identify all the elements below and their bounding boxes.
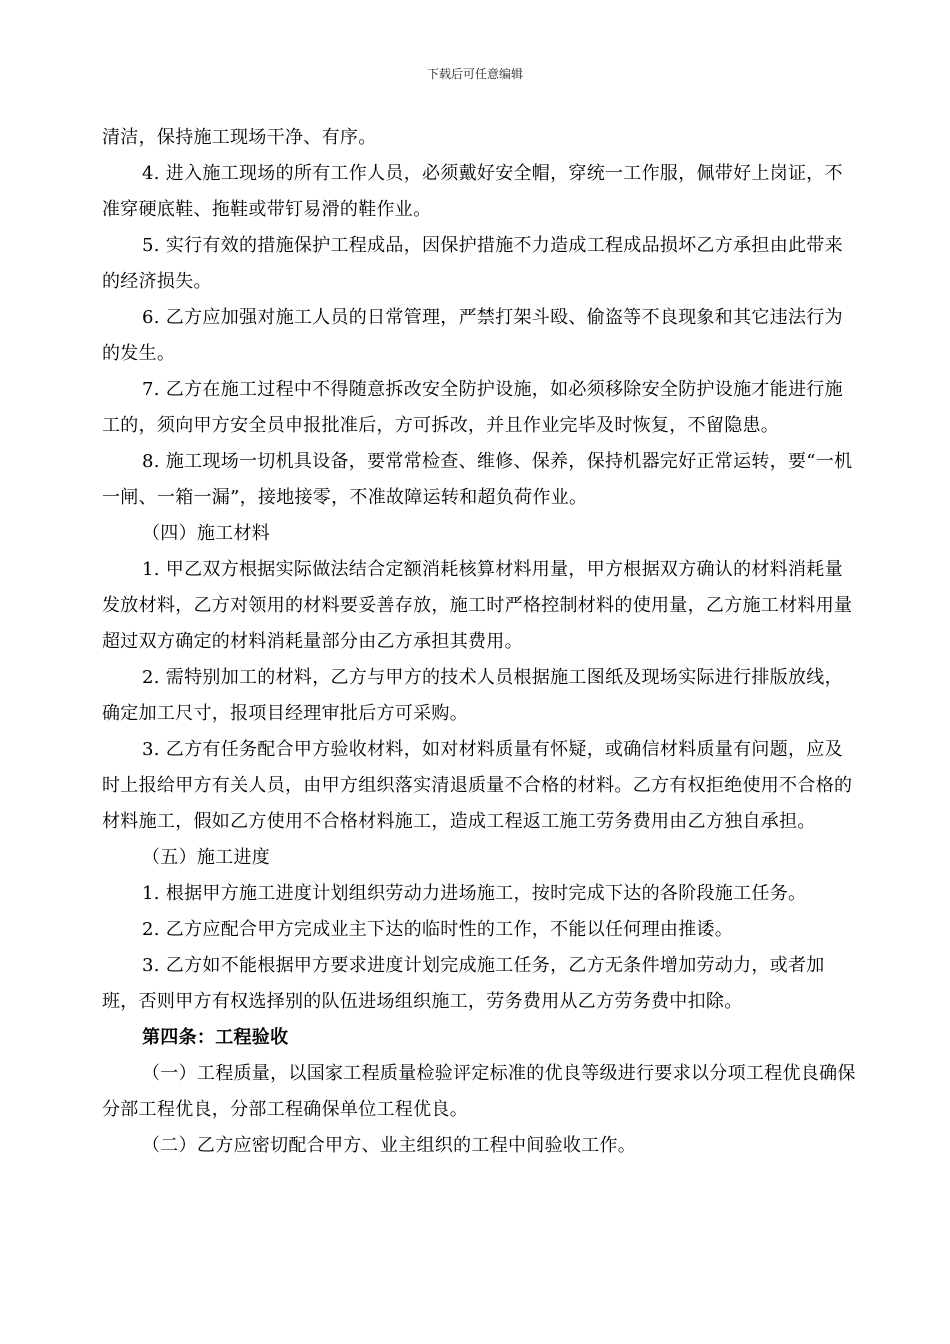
schedule-item-3: 3. 乙方如不能根据甲方要求进度计划完成施工任务，乙方无条件增加劳动力，或者加班，否则甲方有权选择别的队伍进场组织施工，劳务费用从乙方劳务费中扣除。 bbox=[102, 955, 825, 1012]
paragraph-item-8: 8. 施工现场一切机具设备，要常常检查、维修、保养，保持机器完好正常运转，要“一机一闸、一箱一漏”，接地接零，不准故障运转和超负荷作业。 bbox=[102, 451, 853, 508]
materials-item-2: 2. 需特别加工的材料，乙方与甲方的技术人员根据施工图纸及现场实际进行排版放线，确定加工尺寸，报项目经理审批后方可采购。 bbox=[102, 667, 843, 724]
section-heading-schedule: （五）施工进度 bbox=[142, 847, 271, 868]
schedule-item-2: 2. 乙方应配合甲方完成业主下达的临时性的工作，不能以任何理由推诿。 bbox=[142, 919, 734, 940]
paragraph-item-7: 7. 乙方在施工过程中不得随意拆改安全防护设施，如必须移除安全防护设施才能进行施工的，须向甲方安全员申报批准后，方可拆改，并且作业完毕及时恢复，不留隐患。 bbox=[102, 379, 843, 436]
paragraph-item-6: 6. 乙方应加强对施工人员的日常管理，严禁打架斗殴、偷盗等不良现象和其它违法行为的发生。 bbox=[102, 307, 843, 364]
section-heading-materials: （四）施工材料 bbox=[142, 523, 271, 544]
acceptance-item-2: （二）乙方应密切配合甲方、业主组织的工程中间验收工作。 bbox=[142, 1135, 637, 1156]
materials-item-3: 3. 乙方有任务配合甲方验收材料，如对材料质量有怀疑，或确信材料质量有问题，应及时上报给甲方有关人员，由甲方组织落实清退质量不合格的材料。乙方有权拒绝使用不合格的材料施工，假如乙方使用不合格材料施工，造成工程返工施工劳务费用由乙方独自承担。 bbox=[102, 739, 853, 832]
materials-item-1: 1. 甲乙双方根据实际做法结合定额消耗核算材料用量，甲方根据双方确认的材料消耗量发放材料，乙方对领用的材料要妥善存放，施工时严格控制材料的使用量，乙方施工材料用量超过双方确定的材料消耗量部分由乙方承担其费用。 bbox=[102, 559, 853, 652]
header-note: 下载后可任意编辑 bbox=[426, 67, 523, 81]
schedule-item-1: 1. 根据甲方施工进度计划组织劳动力进场施工，按时完成下达的各阶段施工任务。 bbox=[142, 883, 807, 904]
acceptance-item-1: （一）工程质量，以国家工程质量检验评定标准的优良等级进行要求以分项工程优良确保分部工程优良，分部工程确保单位工程优良。 bbox=[102, 1063, 856, 1120]
paragraph-item-4: 4. 进入施工现场的所有工作人员，必须戴好安全帽，穿统一工作服，佩带好上岗证，不准穿硬底鞋、拖鞋或带钉易滑的鞋作业。 bbox=[102, 163, 843, 220]
paragraph-item-5: 5. 实行有效的措施保护工程成品，因保护措施不力造成工程成品损坏乙方承担由此带来的经济损失。 bbox=[102, 235, 843, 292]
paragraph-continuation: 清洁，保持施工现场干净、有序。 bbox=[102, 127, 377, 148]
document-body bbox=[102, 120, 858, 1164]
article-heading-acceptance: 第四条：工程验收 bbox=[142, 1027, 289, 1048]
